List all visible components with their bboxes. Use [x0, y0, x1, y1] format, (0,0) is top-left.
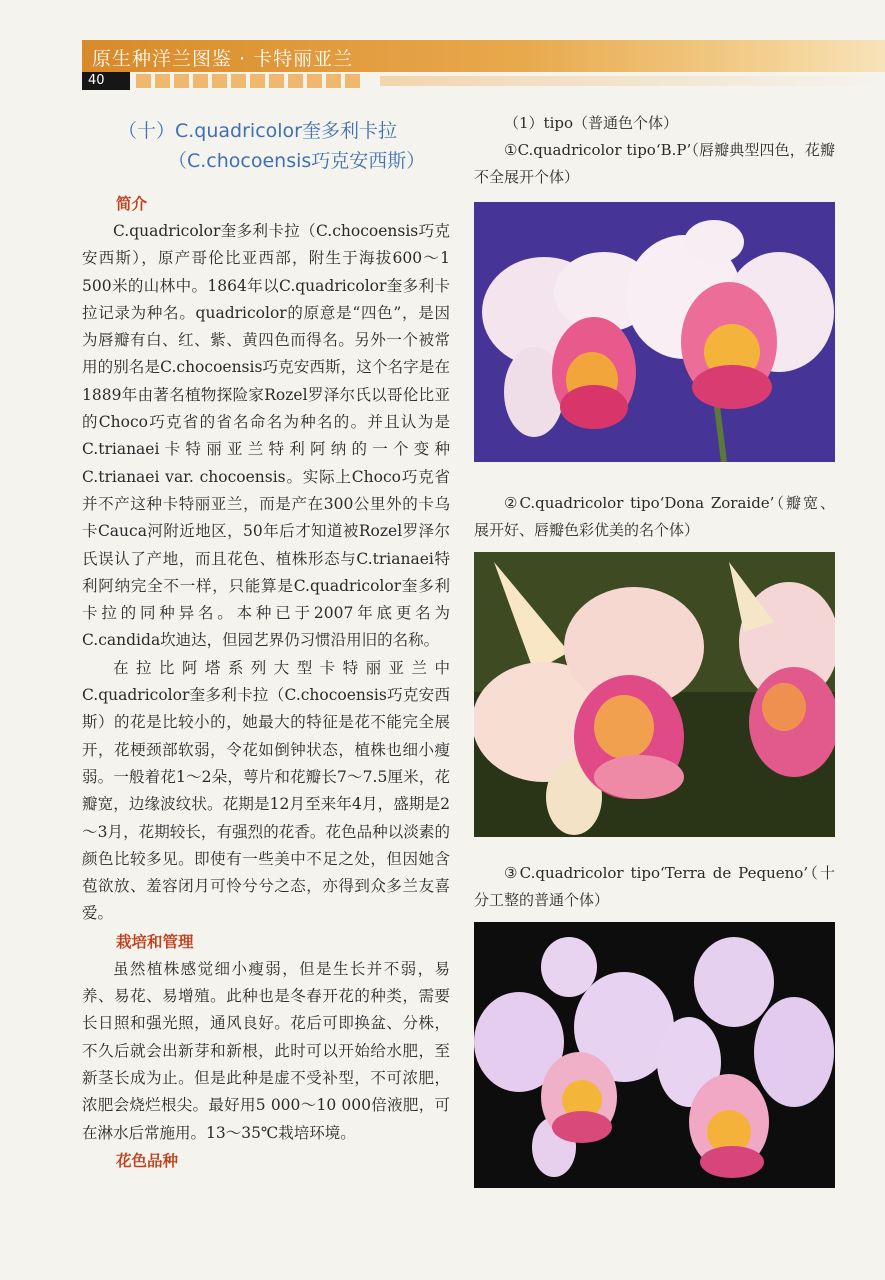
- photo-caption-3: ③C.quadricolor tipo‘Terra de Pequeno’（十分工整的普通个体）: [474, 864, 835, 909]
- feature-paragraph: 在拉比阿塔系列大型卡特丽亚兰中C.quadricolor奎多利卡拉（C.chocoensis巧克安西斯）的花是比较小的，她最大的特征是花不能完全展开，花梗颈部软弱，令花如倒钟状态，植株也细小瘦弱。一般着花1～2朵，萼片和花瓣长7～7.5厘米，花瓣宽，边缘波纹状。花期是12月至来年4月，盛期是2～3月，花期较长，有强烈的花香。花色品种以淡素的颜色比较多见。即使有一些美中不足之处，但因她含苞欲放、羞容闭月可怜兮兮之态，亦得到众多兰友喜爱。: [82, 658, 450, 923]
- care-paragraph: 虽然植株感觉细小瘦弱，但是生长并不弱，易养、易花、易增殖。此种也是冬春开花的种类，需要长日照和强光照，通风良好。花后可即换盆、分株，不久后就会出新芽和新根，此时可以开始给水肥，至新茎长成为止。但是此种是虚不受补型，不可浓肥，浓肥会烧烂根尖。最好用5 000～10 000倍液肥，可在淋水后常施用。13～35℃栽培环境。: [82, 959, 450, 1142]
- orchid-photo-bp: [474, 202, 835, 462]
- left-column: [82, 116, 450, 1175]
- heading-varieties: 花色品种: [116, 1151, 179, 1170]
- heading-intro: 简介: [116, 195, 148, 213]
- right-column: [474, 110, 835, 191]
- header-decoration-fade: [380, 76, 885, 86]
- caption-block-2: [474, 490, 835, 544]
- orchid-photo-terra-de-pequeno: [474, 922, 835, 1188]
- section-title-alias: （C.chocoensis巧克安西斯）: [168, 150, 426, 172]
- orchid-photo-dona-zoraide: [474, 552, 835, 837]
- header-decoration: [136, 72, 360, 90]
- heading-care: 栽培和管理: [116, 932, 194, 951]
- subsection-tipo: （1）tipo（普通色个体）: [504, 114, 679, 132]
- caption-block-3: [474, 860, 835, 914]
- intro-paragraph: C.quadricolor奎多利卡拉（C.chocoensis巧克安西斯），原产哥伦比亚西部，附生于海拔600～1 500米的山林中。1864年以C.quadricolor奎多利卡拉记录为种名。quadricolor的原意是“四色”，是因为唇瓣有白、红、紫、黄四色而得名。另外一个被常用的别名是C.chocoensis巧克安西斯，这个名字是在1889年由著名植物探险家Rozel罗泽尔氏以哥伦比亚的Choco巧克省的省名命名为种名的。并且认为是C.trianaei卡特丽亚兰特利阿纳的一个变种C.trianaei var. chocoensis。实际上Choco巧克省并不产这种卡特丽亚兰，而是产在300公里外的卡乌卡Cauca河附近地区，50年后才知道被Rozel罗泽尔氏误认了产地，而且花色、植株形态与C.trianaei特利阿纳完全不一样，只能算是C.quadricolor奎多利卡拉的同种异名。本种已于2007年底更名为C.candida坎迪达，但园艺界仍习惯沿用旧的名称。: [82, 222, 450, 650]
- photo-caption-1: ①C.quadricolor tipo‘B.P’（唇瓣典型四色，花瓣不全展开个体）: [474, 141, 835, 186]
- section-title: （十）C.quadricolor奎多利卡拉: [118, 120, 397, 142]
- photo-caption-2: ②C.quadricolor tipo‘Dona Zoraide’（瓣宽、展开好、唇瓣色彩优美的名个体）: [474, 494, 835, 539]
- page-number: 40: [82, 72, 130, 90]
- running-header-title: 原生种洋兰图鉴 · 卡特丽亚兰: [92, 48, 354, 70]
